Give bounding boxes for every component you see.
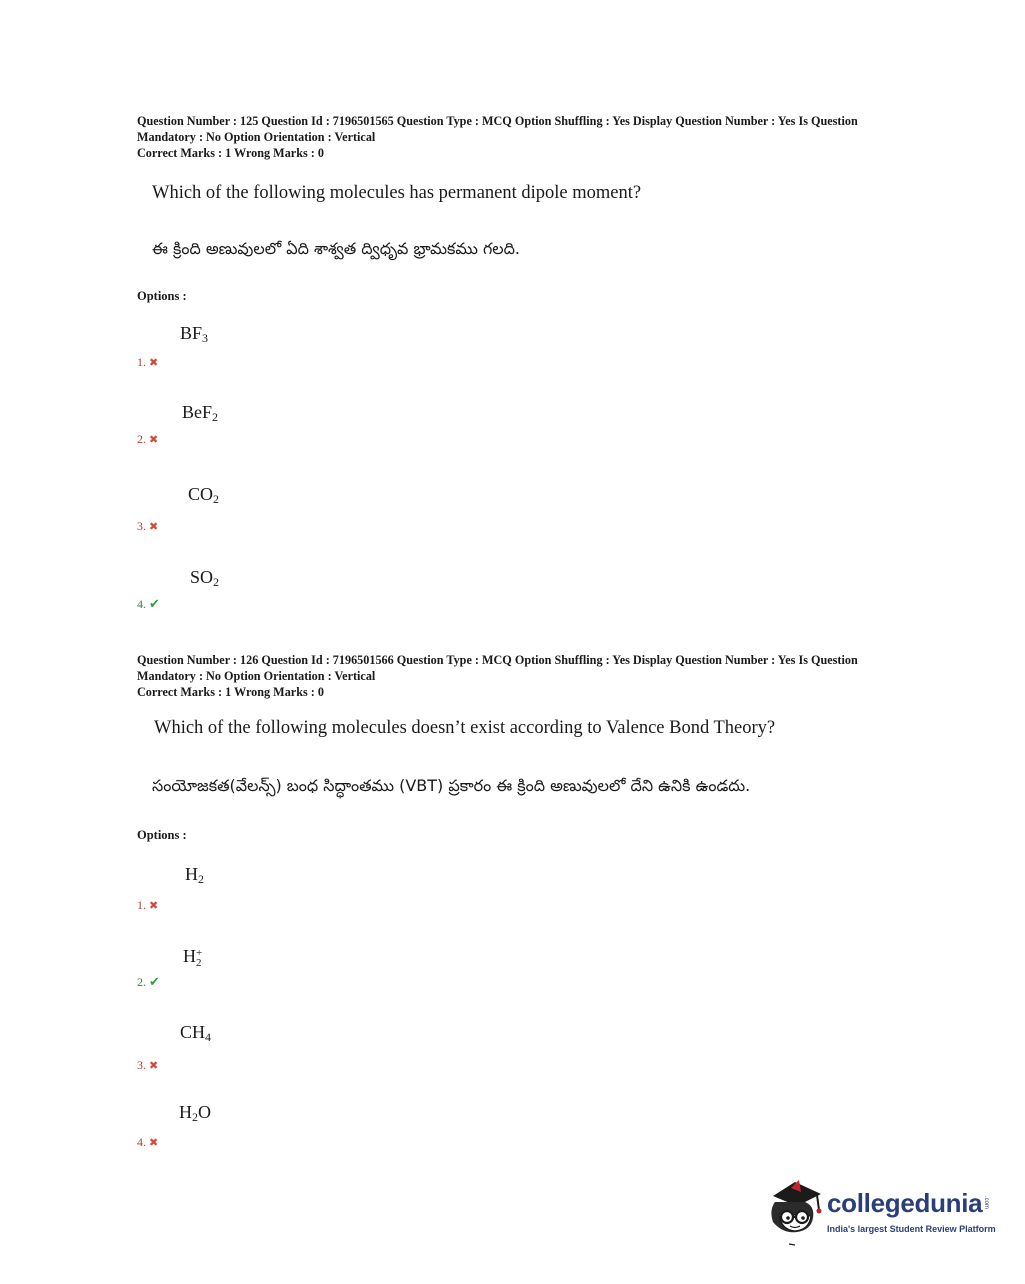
option-formula: $SO_2$ (190, 567, 220, 589)
option-formula: BeF$_2$ (182, 402, 219, 424)
question-text-english: Which of the following molecules has permanent dipole moment? (152, 183, 642, 203)
options-label: Options : (137, 828, 187, 842)
wrong-mark-icon: ✖ (149, 1060, 159, 1072)
correct-check-icon: ✔ (149, 596, 160, 611)
correct-check-icon: ✔ (149, 974, 160, 989)
mascot-icon (765, 1178, 825, 1248)
option-1[interactable] (137, 862, 537, 932)
question-meta-line1: Question Number : 125 Question Id : 7196501565 Question Type : MCQ Option Shuffling : Yes Display Question Number : Yes Is Question (137, 114, 858, 128)
question-meta-line2: Mandatory : No Option Orientation : Vertical (137, 130, 376, 144)
options-label: Options : (137, 289, 187, 303)
question-meta-line3: Correct Marks : 1 Wrong Marks : 0 (137, 146, 324, 160)
option-number: 2. ✖ (137, 432, 159, 446)
option-number: 1. ✖ (137, 898, 159, 912)
question-text-telugu: సంయోజకత(వేలన్స్) బంధ సిద్ధాంతము (VBT) ప్రకారం ఈ క్రింది అణువులలో దేని ఉనికి ఉండదు. (152, 776, 751, 795)
option-formula: $H_2$ (185, 864, 204, 886)
option-formula: $CO_2$ (188, 484, 220, 506)
wrong-mark-icon: ✖ (149, 521, 159, 533)
option-number: 2. ✔ (137, 974, 160, 989)
question-meta-line3: Correct Marks : 1 Wrong Marks : 0 (137, 685, 324, 699)
question-text-english: Which of the following molecules doesn’t exist according to Valence Bond Theory? (154, 718, 776, 738)
question-125 (137, 113, 917, 611)
option-number: 3. ✖ (137, 1058, 159, 1072)
option-2[interactable] (137, 942, 537, 1012)
logo-dotcom: .com (983, 1196, 989, 1210)
option-formula: $H_2O$ (179, 1102, 211, 1124)
question-126 (137, 652, 917, 1149)
option-4[interactable] (137, 1102, 537, 1172)
question-meta-line2: Mandatory : No Option Orientation : Vertical (137, 669, 376, 683)
option-number: 4. ✔ (137, 596, 160, 611)
option-3[interactable] (137, 1020, 537, 1090)
option-number: 3. ✖ (137, 519, 159, 533)
wrong-mark-icon: ✖ (149, 357, 159, 369)
option-formula: $CH_4$ (180, 1022, 212, 1044)
option-number: 1. ✖ (137, 355, 159, 369)
question-text-telugu: ఈ క్రింది అణువులలో ఏది శాశ్వత ద్విధృవ భ్రామకము గలది. (152, 239, 521, 258)
wrong-mark-icon: ✖ (149, 434, 159, 446)
option-formula: $BF_3$ (180, 323, 209, 345)
option-number: 4. ✖ (137, 1135, 159, 1149)
option-1[interactable] (137, 321, 537, 391)
option-formula: H + 2 (183, 946, 203, 969)
option-2[interactable] (137, 400, 537, 470)
logo-tagline: India's largest Student Review Platform (827, 1224, 996, 1234)
logo-wordmark: collegedunia (827, 1188, 983, 1218)
collegedunia-logo[interactable] (765, 1178, 997, 1248)
option-3[interactable] (137, 481, 537, 551)
question-meta-line1: Question Number : 126 Question Id : 7196501566 Question Type : MCQ Option Shuffling : Yes Display Question Number : Yes Is Question (137, 653, 858, 667)
sup-sub-stack: + 2 (196, 947, 203, 969)
option-4[interactable] (137, 565, 537, 635)
wrong-mark-icon: ✖ (149, 1137, 159, 1149)
wrong-mark-icon: ✖ (149, 900, 159, 912)
